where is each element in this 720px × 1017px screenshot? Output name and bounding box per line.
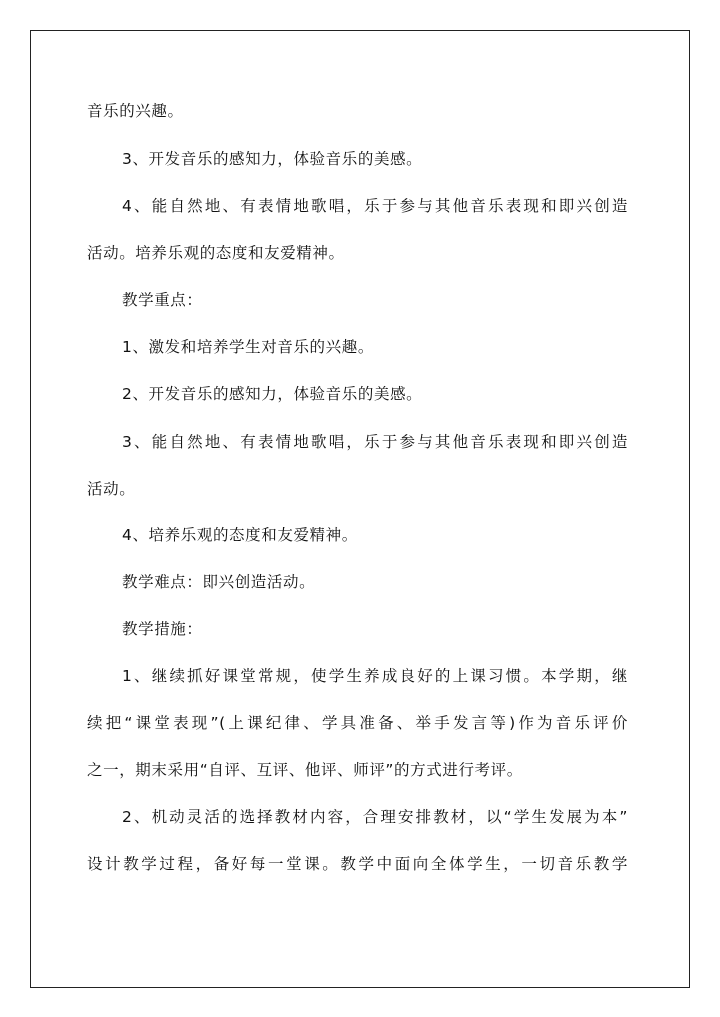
- paragraph-line: 4、培养乐观的态度和友爱精神。: [122, 526, 358, 544]
- paragraph-line: 4、能自然地、有表情地歌唱，乐于参与其他音乐表现和即兴创造: [122, 197, 628, 215]
- paragraph-line: 1、激发和培养学生对音乐的兴趣。: [122, 338, 374, 356]
- section-heading: 教学重点：: [122, 291, 203, 309]
- page-frame: [30, 30, 690, 988]
- paragraph-line: 设计教学过程，备好每一堂课。教学中面向全体学生，一切音乐教学: [87, 855, 628, 873]
- paragraph-line: 2、开发音乐的感知力，体验音乐的美感。: [122, 385, 423, 403]
- paragraph-line: 活动。培养乐观的态度和友爱精神。: [87, 244, 345, 262]
- section-heading: 教学措施：: [122, 620, 203, 638]
- section-heading: 教学难点：即兴创造活动。: [122, 573, 316, 591]
- paragraph-line: 之一，期末采用“自评、互评、他评、师评”的方式进行考评。: [87, 761, 523, 779]
- paragraph-line: 活动。: [87, 480, 136, 498]
- paragraph-line: 1、继续抓好课堂常规，使学生养成良好的上课习惯。本学期，继: [122, 667, 628, 685]
- paragraph-line: 音乐的兴趣。: [87, 102, 184, 120]
- paragraph-line: 2、机动灵活的选择教材内容，合理安排教材，以“学生发展为本”: [122, 808, 628, 826]
- paragraph-line: 续把“课堂表现”(上课纪律、学具准备、举手发言等)作为音乐评价: [87, 714, 628, 732]
- paragraph-line: 3、能自然地、有表情地歌唱，乐于参与其他音乐表现和即兴创造: [122, 433, 628, 451]
- paragraph-line: 3、开发音乐的感知力，体验音乐的美感。: [122, 150, 423, 168]
